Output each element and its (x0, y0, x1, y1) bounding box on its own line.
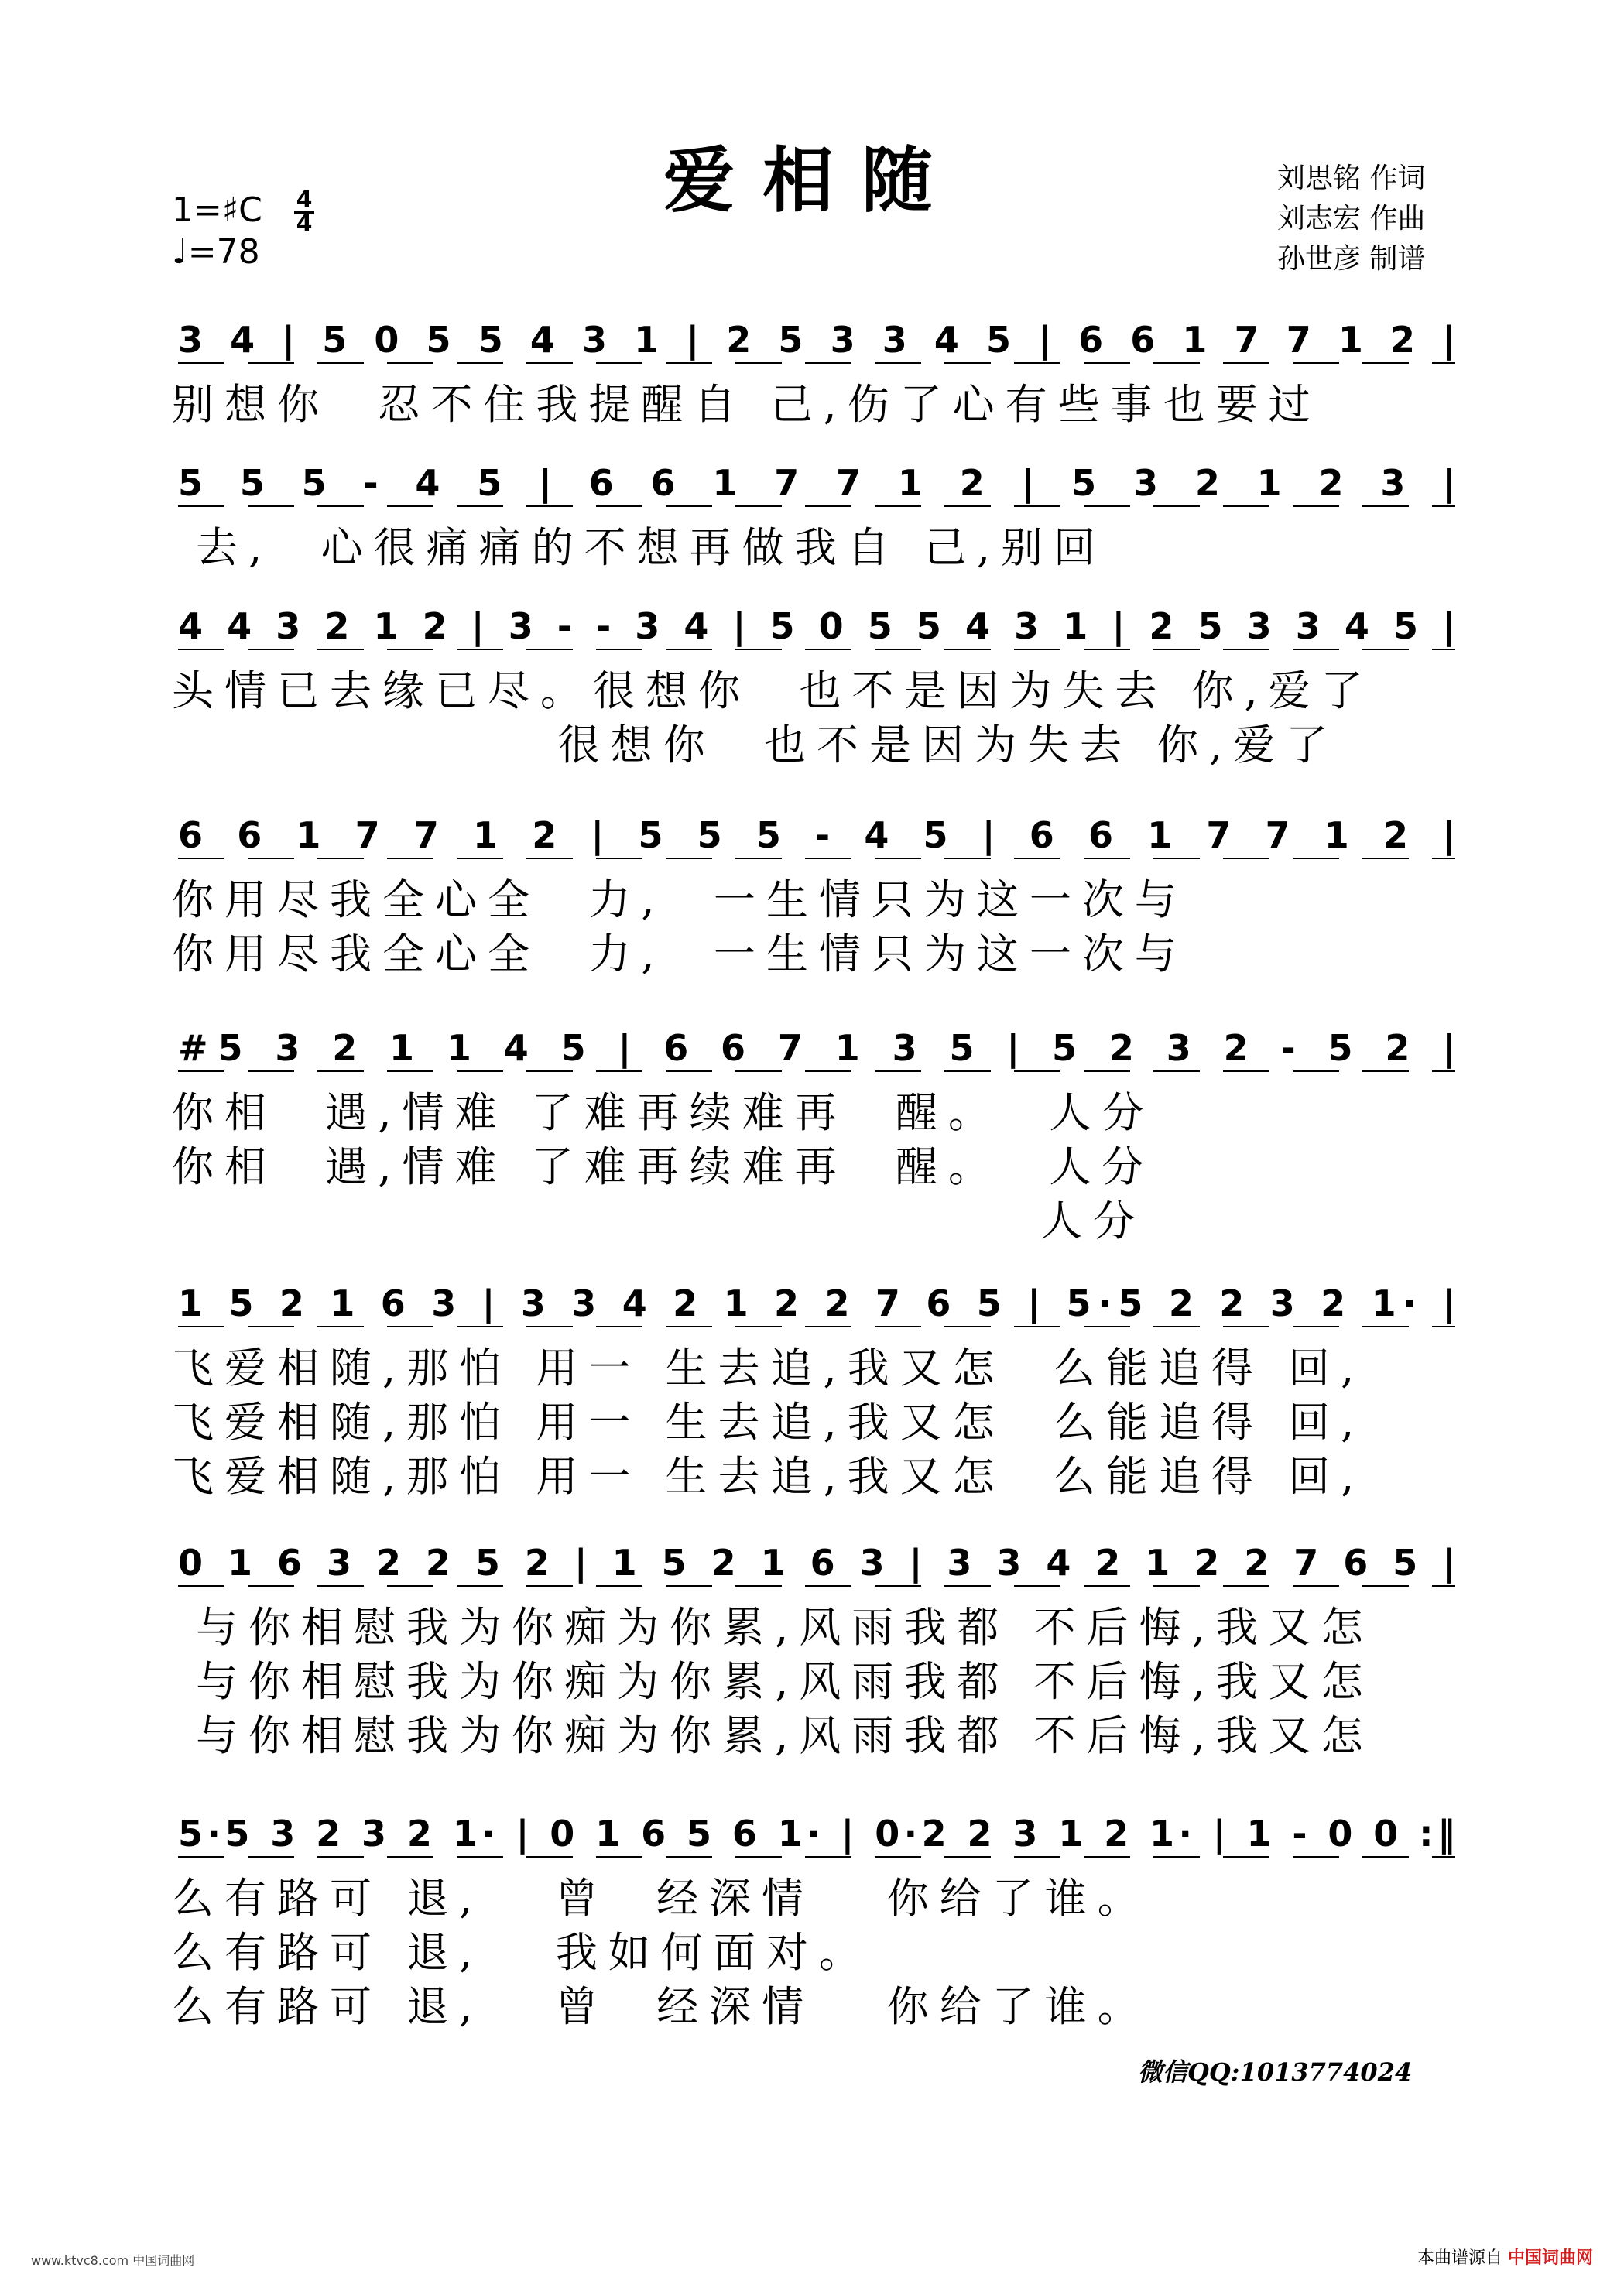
lyric-line: 去, 心很痛痛的不想再做我自 己,别回 (172, 523, 1106, 572)
lyric-line: 你相 遇,情难 了难再续难再 醒。 人分 (172, 1088, 1155, 1137)
lyric-line: 与你相慰我为你痴为你累,风雨我都 不后悔,我又怎 (172, 1657, 1374, 1706)
lyric-line: 你相 遇,情难 了难再续难再 醒。 人分 (172, 1142, 1155, 1191)
footer-source-text: 本曲谱源自 (1417, 2248, 1502, 2268)
lyric-line: 人分 (172, 1197, 1146, 1245)
lyric-line: 么有路可 退, 我如何面对。 (172, 1928, 872, 1977)
time-bottom: 4 (296, 211, 313, 238)
lyric-line: 与你相慰我为你痴为你累,风雨我都 不后悔,我又怎 (172, 1711, 1374, 1760)
lyric-line: 么有路可 退, 曾 经深情 你给了谁。 (172, 1982, 1150, 2031)
arranger-credit: 孙世彦 制谱 (1277, 243, 1426, 275)
notation-line: 6 6 1 7 7 1 2 | 5 5 5 - 4 5 | 6 6 1 7 7 1 2 | (178, 814, 1455, 856)
lyric-line: 你用尽我全心全 力, 一生情只为这一次与 (172, 930, 1187, 978)
song-title: 爱相随 (663, 139, 961, 222)
lyric-line: 别想你 忍不住我提醒自 己,伤了心有些事也要过 (172, 380, 1321, 429)
notation-line: 4 4 3 2 1 2 | 3 - - 3 4 | 5 0 5 5 4 3 1 | 2 5 3 3 4 5 | (178, 605, 1455, 647)
notation-line: #5 3 2 1 1 4 5 | 6 6 7 1 3 5 | 5 2 3 2 - 5 2 | (178, 1027, 1455, 1069)
lyric-line: 头情已去缘已尽。很想你 也不是因为失去 你,爱了 (172, 666, 1374, 715)
time-top: 4 (296, 187, 313, 214)
lyric-line: 么有路可 退, 曾 经深情 你给了谁。 (172, 1874, 1150, 1923)
lyric-line: 与你相慰我为你痴为你累,风雨我都 不后悔,我又怎 (172, 1603, 1374, 1652)
key-label: 1=♯C (172, 190, 262, 230)
notation-line: 3 4 | 5 0 5 5 4 3 1 | 2 5 3 3 4 5 | 6 6 1 7 7 1 2 | (178, 319, 1455, 361)
footer-brand: 中国词曲网 (1507, 2248, 1593, 2268)
lyric-line: 你用尽我全心全 力, 一生情只为这一次与 (172, 875, 1187, 924)
tempo-label: ♩=78 (172, 232, 260, 272)
composer-credit: 刘志宏 作曲 (1277, 203, 1426, 235)
lyricist-credit: 刘思铭 作词 (1277, 163, 1426, 194)
notation-line: 5·5 3 2 3 2 1· | 0 1 6 5 6 1· | 0·2 2 3 1 2 1· | 1 - 0 0 :‖ (178, 1813, 1455, 1855)
footer-source (1417, 2245, 1593, 2269)
notation-line: 5 5 5 - 4 5 | 6 6 1 7 7 1 2 | 5 3 2 1 2 3 | (178, 462, 1456, 504)
contact-info: 微信QQ:1013774024 (1138, 2057, 1413, 2087)
lyric-line: 飞爱相随,那怕 用一 生去追,我又怎 么能追得 回, (172, 1344, 1365, 1392)
lyric-line: 飞爱相随,那怕 用一 生去追,我又怎 么能追得 回, (172, 1452, 1365, 1501)
notation-line: 0 1 6 3 2 2 5 2 | 1 5 2 1 6 3 | 3 3 4 2 1 2 2 7 6 5 | (178, 1542, 1455, 1584)
footer-site: www.ktvc8.com 中国词曲网 (31, 2253, 195, 2268)
lyric-line: 很想你 也不是因为失去 你,爱了 (172, 721, 1339, 769)
lyric-line: 飞爱相随,那怕 用一 生去追,我又怎 么能追得 回, (172, 1398, 1365, 1447)
notation-line: 1 5 2 1 6 3 | 3 3 4 2 1 2 2 7 6 5 | 5·5 2 2 3 2 1· | (178, 1283, 1455, 1324)
